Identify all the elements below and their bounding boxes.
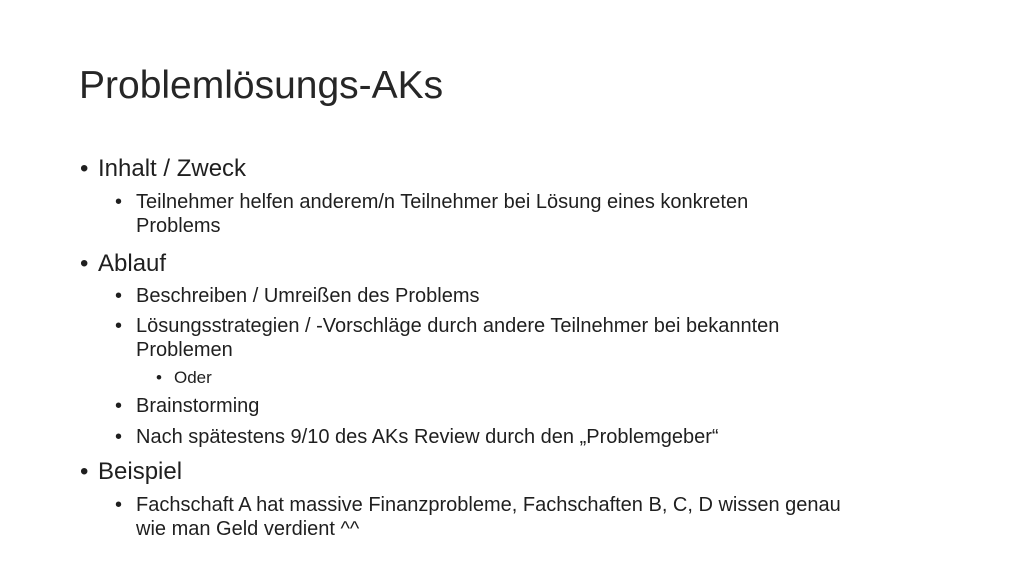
- bullet-line: Problemen: [136, 339, 233, 361]
- bullet-loesungsstrategien: [136, 314, 779, 362]
- bullet-brainstorming: [136, 394, 259, 418]
- bullet-fachschaft: [136, 493, 841, 541]
- bullet-beschreiben: [136, 284, 479, 308]
- bullet-line: • Fachschaft A hat massive Finanzprobleme, Fachschaften B, C, D wissen genau: [136, 494, 841, 516]
- bullet-oder: • Oder: [174, 368, 212, 388]
- bullet-line: • Teilnehmer helfen anderem/n Teilnehmer bei Lösung eines konkreten: [136, 191, 749, 213]
- bullet-line: • Beschreiben / Umreißen des Problems: [136, 285, 480, 307]
- bullet-review: [136, 425, 719, 449]
- bullet-ablauf: • Ablauf: [98, 250, 166, 278]
- slide-title: Problemlösungs-AKs: [79, 64, 444, 107]
- bullet-teilnehmer-helfen: [136, 190, 748, 238]
- bullet-line: • Lösungsstrategien / -Vorschläge durch andere Teilnehmer bei bekannten: [136, 315, 780, 337]
- bullet-inhalt-zweck: • Inhalt / Zweck: [98, 155, 246, 183]
- bullet-line: • Brainstorming: [136, 395, 260, 417]
- bullet-beispiel: • Beispiel: [98, 458, 182, 486]
- bullet-line: Problems: [136, 215, 221, 237]
- bullet-line: • Nach spätestens 9/10 des AKs Review durch den „Problemgeber“: [136, 426, 719, 448]
- bullet-line: wie man Geld verdient ^^: [136, 518, 360, 540]
